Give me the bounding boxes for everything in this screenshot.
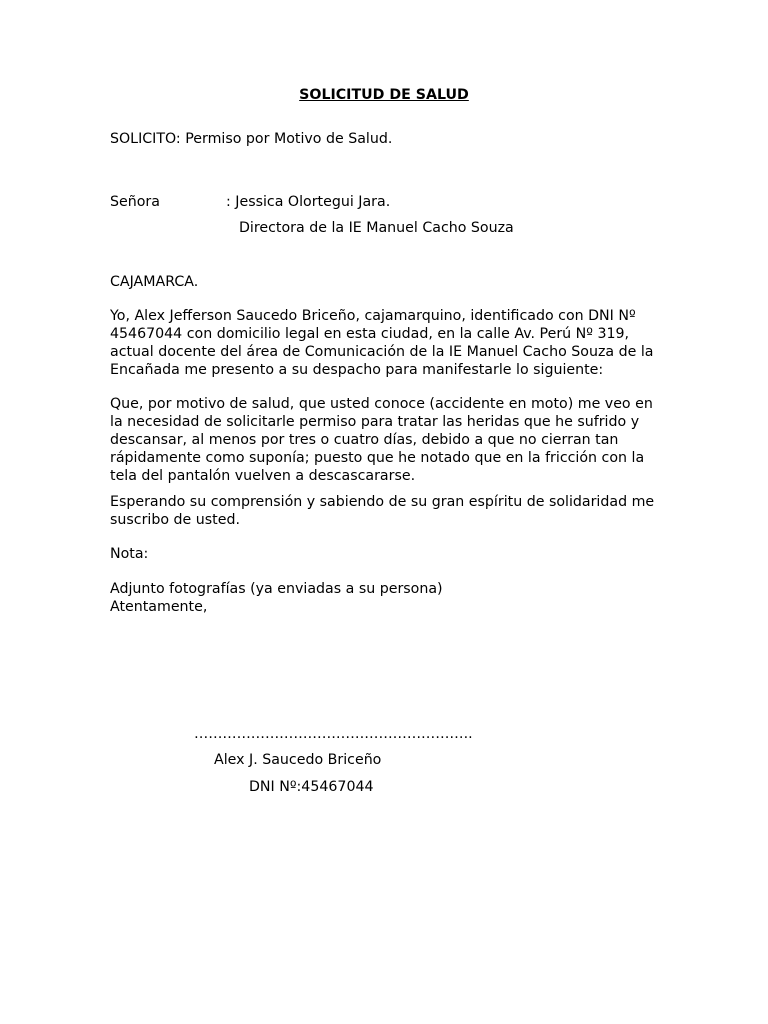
paragraph-line: Que, por motivo de salud, que usted conoce (accidente en moto) me veo en [110, 396, 653, 412]
city-line: CAJAMARCA. [110, 274, 199, 290]
note-label: Nota: [110, 546, 149, 562]
signature-line: ………………………………………………….. [194, 726, 473, 742]
recipient-name: : Jessica Olortegui Jara. [226, 194, 391, 210]
closing-line: Atentamente, [110, 599, 208, 615]
signer-dni: DNI Nº:45467044 [249, 779, 374, 795]
paragraph-introduction [110, 307, 653, 379]
document-title: SOLICITUD DE SALUD [299, 87, 469, 103]
paragraph-line: rápidamente como suponía; puesto que he notado que en la fricción con la [110, 450, 645, 466]
paragraph-line: Esperando su comprensión y sabiendo de su gran espíritu de solidaridad me [110, 494, 655, 510]
paragraph-closing [110, 493, 654, 529]
paragraph-line: suscribo de usted. [110, 512, 240, 528]
paragraph-reason [110, 395, 653, 485]
paragraph-line: tela del pantalón vuelven a descascararse. [110, 468, 416, 484]
recipient-label: Señora [110, 194, 160, 210]
paragraph-line: Yo, Alex Jefferson Saucedo Briceño, cajamarquino, identificado con DNI Nº [110, 308, 636, 324]
paragraph-line: la necesidad de solicitarle permiso para tratar las heridas que he sufrido y [110, 414, 640, 430]
paragraph-line: 45467044 con domicilio legal en esta ciudad, en la calle Av. Perú Nº 319, [110, 326, 630, 342]
attachment-line: Adjunto fotografías (ya enviadas a su persona) [110, 581, 443, 597]
recipient-position: Directora de la IE Manuel Cacho Souza [239, 220, 514, 236]
paragraph-line: descansar, al menos por tres o cuatro días, debido a que no cierran tan [110, 432, 619, 448]
signer-name: Alex J. Saucedo Briceño [214, 752, 382, 768]
paragraph-line: Encañada me presento a su despacho para manifestarle lo siguiente: [110, 362, 604, 378]
subject-line: SOLICITO: Permiso por Motivo de Salud. [110, 131, 393, 147]
paragraph-line: actual docente del área de Comunicación de la IE Manuel Cacho Souza de la [110, 344, 654, 360]
